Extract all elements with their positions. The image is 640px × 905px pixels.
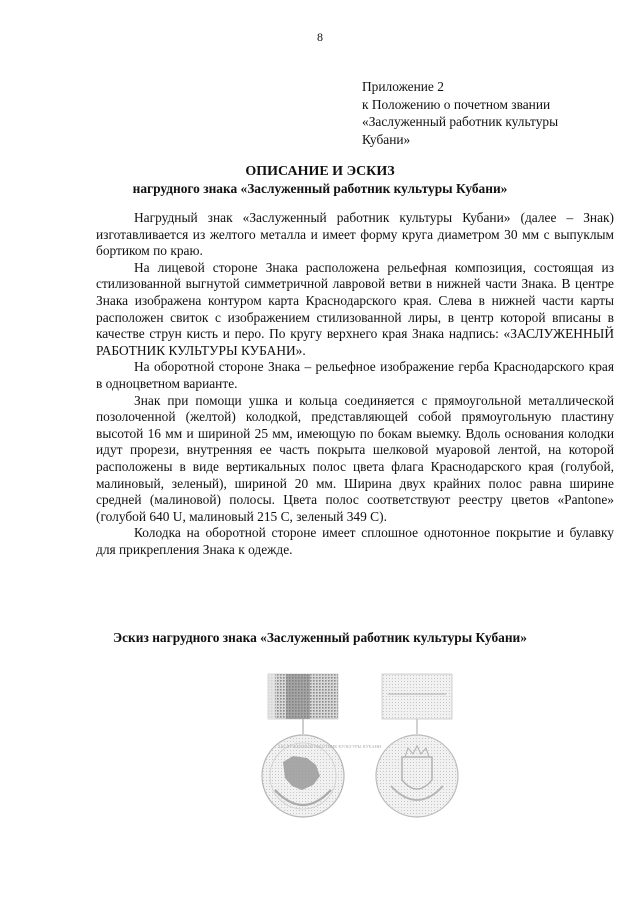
appendix-line: Кубани» bbox=[362, 131, 411, 147]
paragraph: На оборотной стороне Знака – рельефное изображение герба Краснодарского края в одноцветном варианте. bbox=[96, 359, 614, 391]
reverse-bar bbox=[382, 674, 452, 719]
description-body bbox=[96, 210, 614, 558]
paragraph: Нагрудный знак «Заслуженный работник культуры Кубани» (далее – Знак) изготавливается из желтого металла и имеет форму круга диаметром 30 мм с выпуклым бортиком по краю. bbox=[96, 210, 614, 259]
appendix-line: «Заслуженный работник культуры bbox=[362, 114, 559, 129]
reverse-medal-rim bbox=[376, 735, 458, 817]
appendix-reference bbox=[362, 78, 622, 148]
sketch-title: Эскиз нагрудного знака «Заслуженный работник культуры Кубани» bbox=[113, 630, 527, 645]
document-title: ОПИСАНИЕ И ЭСКИЗ bbox=[245, 164, 395, 179]
document-subtitle: нагрудного знака «Заслуженный работник культуры Кубани» bbox=[132, 181, 508, 196]
front-ribbon-edge bbox=[268, 674, 275, 719]
front-ribbon-stripe bbox=[286, 674, 310, 719]
badge-sketch bbox=[250, 662, 470, 822]
paragraph: Знак при помощи ушка и кольца соединяется с прямоугольной металлической позолоченной (желтой) колодкой, представляющей собой прямоугольную пластину высотой 16 мм и шириной 25 мм, имеющую по бокам выемку. Вдоль основания колодки идут прорези, внутренняя ее часть покрыта шелковой муаровой лентой, на которой расположены в виде вертикальных полос цвета флага Краснодарского края (голубой, малиновый, зеленый), шириной 20 мм. Ширина двух крайних полос равна ширине средней (малиновой) полосы. Цвета полос соответствуют реестру цветов «Pantone» (голубой 640 U, малиновый 215 C, зеленый 349 C). bbox=[96, 392, 614, 524]
badge-reverse bbox=[376, 674, 458, 817]
badge-front bbox=[262, 674, 382, 817]
page-number: 8 bbox=[317, 30, 323, 44]
front-inscription: ЗАСЛУЖЕННЫЙ РАБОТНИК КУЛЬТУРЫ КУБАНИ bbox=[278, 744, 382, 749]
paragraph: Колодка на оборотной стороне имеет сплошное однотонное покрытие и булавку для прикрепления Знака к одежде. bbox=[96, 525, 614, 557]
paragraph: На лицевой стороне Знака расположена рельефная композиция, состоящая из стилизованной выгнутой симметричной лавровой ветви в нижней части Знака. В центре Знака изображена контуром карта Краснодарского края. Слева в нижней части карты расположен свиток с изображением стилизованной лиры, в центр которой вписаны в качестве струн кисть и перо. По кругу верхнего края Знака надпись: «ЗАСЛУЖЕННЫЙ РАБОТНИК КУЛЬТУРЫ КУБАНИ». bbox=[96, 259, 614, 358]
appendix-line: к Положению о почетном звании bbox=[362, 96, 551, 112]
appendix-line: Приложение 2 bbox=[362, 79, 444, 94]
